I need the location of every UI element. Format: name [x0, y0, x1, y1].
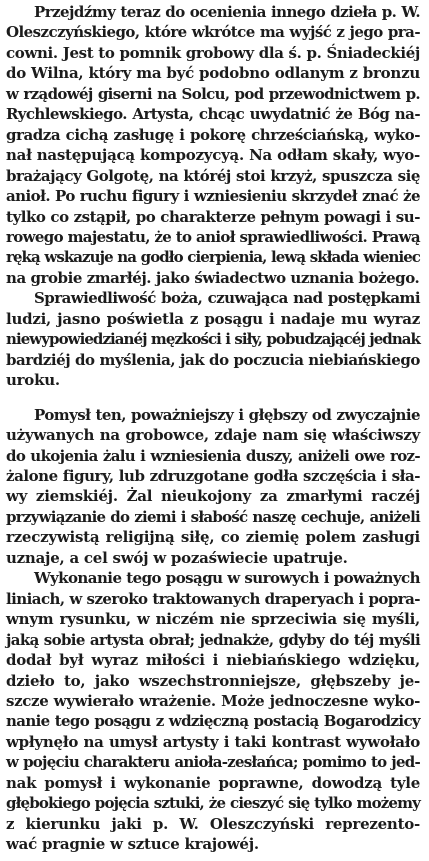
text-line: ręką wskazuje na godło cierpienia, lewą składa wieniec [6, 248, 420, 267]
text-line: anioł. Po ruchu figury i wzniesieniu skrzydeł znać że [6, 187, 420, 206]
text-line: niewypowiedzianéj męzkości i siły, pobudzającéj jednak [6, 330, 420, 349]
text-line: Przejdźmy teraz do ocenienia innego dzieła p. W. [34, 3, 420, 21]
text-line: dodał był wyraz miłości i niebiańskiego wdzięku, [6, 651, 420, 670]
text-line: rzeczywistą religijną siłę, co ziemię polem zasługi [6, 528, 420, 547]
text-line: Oleszczyńskiego, które wkrótce ma wyjść z jego pra- [6, 23, 420, 42]
paragraph-2 [6, 288, 420, 390]
text-line: Pomysł ten, poważniejszy i głębszy od zwyczajnie [34, 405, 420, 424]
text-line: Rychlewskiego. Artysta, chcąc uwydatnić że Bóg na- [6, 105, 420, 124]
text-line: przywiązanie do ziemi i słabość naszę cechuje, aniżeli [6, 507, 420, 526]
text-line: liniach, w szeroko traktowanych draperyach i popra- [6, 589, 420, 608]
text-line: do ukojenia żalu i wzniesienia duszy, aniżeli owe roz- [6, 446, 420, 465]
text-line: z kierunku jaki p. W. Oleszczyński reprezento- [6, 814, 420, 833]
paragraph-4 [6, 568, 420, 854]
text-line: uroku. [6, 371, 60, 390]
text-line: głębokiego pojęcia sztuki, że cieszyć się tylko możemy [6, 794, 420, 813]
text-line: Wykonanie tego posągu w surowych i poważnych [34, 569, 420, 588]
text-line: na grobie zmarłéj. jako świadectwo uznania bożego. [6, 268, 420, 287]
text-line: wpłynęło na umysł artysty i taki kontrast wywołało [6, 732, 420, 751]
text-line: Sprawiedliwość boża, czuwająca nad postępkami [34, 289, 420, 308]
paragraph-3 [6, 405, 420, 569]
text-line: nak pomysł i wykonanie poprawne, dowodzą tyle [6, 773, 420, 792]
text-line: bardziéj do myślenia, jak do poczucia niebiańskiego [6, 350, 420, 369]
text-line: wnym rysunku, w niczém nie sprzeciwia się myśli, [6, 610, 420, 629]
text-line: rowego majestatu, że to anioł sprawiedliwości. Prawą [6, 227, 420, 246]
text-line: wać pragnie w sztuce krajowéj. [6, 835, 259, 854]
text-line: do Wilna, który ma być podobno odlanym z bronzu [6, 64, 420, 83]
paragraph-1 [6, 2, 420, 288]
text-line: nanie tego posągu z wdzięczną postacią Bogarodzicy [6, 712, 420, 731]
text-line: uznaje, a cel swój w pozaświecie upatruje. [6, 548, 348, 567]
text-line: tylko co zstąpił, po charakterze pełnym powagi i su- [6, 207, 420, 226]
text-line: nał następującą kompozycyą. Na odłam skały, wyo- [6, 146, 420, 165]
text-line: szcze wywierało wrażenie. Może jednoczesne wyko- [6, 691, 420, 710]
text-line: żalone figury, lub zdruzgotane godła szczęścia i sła- [6, 466, 420, 485]
text-line: dzieło to, jako wszechstronniejsze, głębszeby je- [6, 671, 420, 690]
text-line: jaką sobie artysta obrał; jednakże, gdyby do téj myśli [6, 630, 420, 649]
text-line: gradza cichą zasługę i pokorę chrześciańską, wyko- [6, 125, 420, 144]
text-line: brażający Golgotę, na któréj stoi krzyż, spuszcza się [6, 166, 420, 185]
text-line: używanych na grobowce, zdaje nam się właściwszy [6, 426, 420, 445]
text-line: wy ziemskiéj. Żal nieukojony za zmarłymi raczéj [6, 487, 420, 506]
text-line: cowni. Jest to pomnik grobowy dla ś. p. Śniadeckiéj [6, 43, 420, 62]
text-line: w pojęciu charakteru anioła-zesłańca; pomimo to jed- [6, 753, 420, 772]
text-line: w rządowéj giserni na Solcu, pod przewodnictwem p. [6, 84, 420, 103]
text-line: ludzi, jasno poświetla z posągu i nadaje mu wyraz [6, 309, 420, 328]
